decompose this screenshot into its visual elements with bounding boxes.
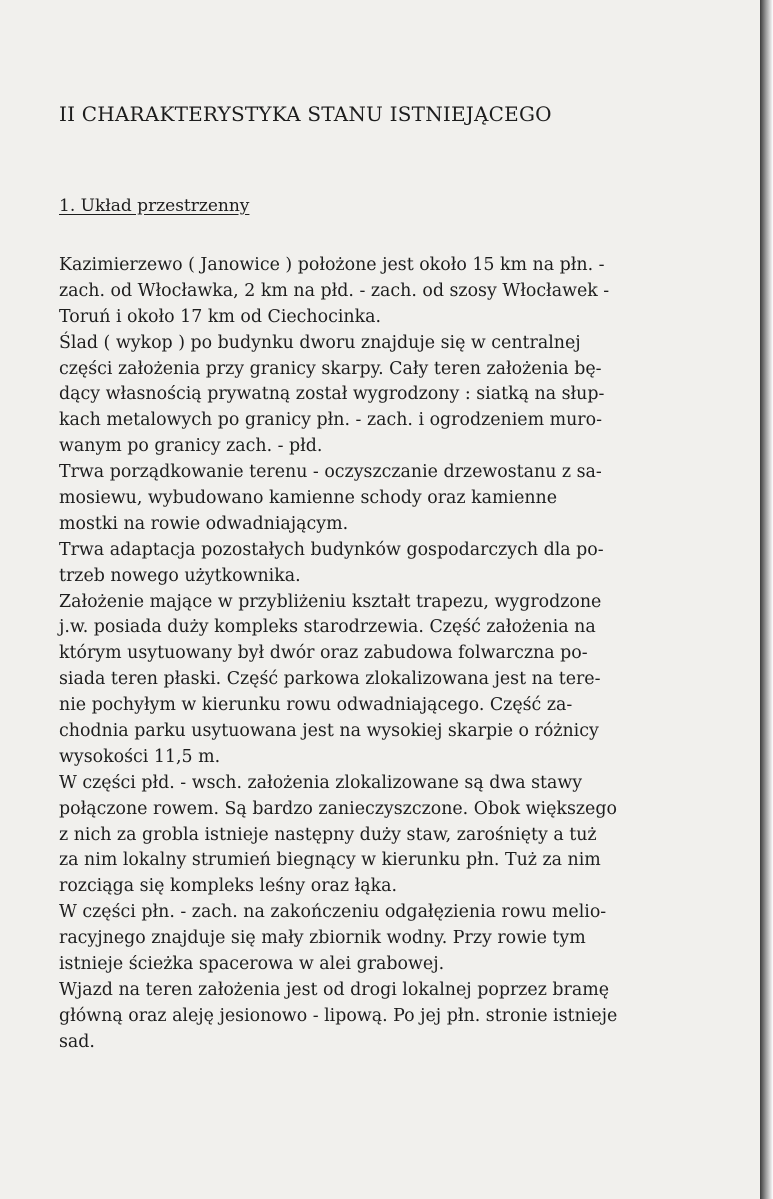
subsection-heading: 1. Układ przestrzenny xyxy=(59,196,250,216)
text-line: główną oraz aleję jesionowo - lipową. Po jej płn. stronie istnieje xyxy=(59,1005,618,1026)
text-line: za nim lokalny strumień biegnący w kierunku płn. Tuż za nim xyxy=(59,850,601,871)
text-line: istnieje ścieżka spacerowa w alei grabowej. xyxy=(59,954,445,975)
section-heading: II CHARAKTERYSTYKA STANU ISTNIEJĄCEGO xyxy=(59,102,552,126)
text-line: trzeb nowego użytkownika. xyxy=(59,565,301,586)
text-line: wanym po granicy zach. - płd. xyxy=(59,436,323,457)
text-line: chodnia parku usytuowana jest na wysokiej skarpie o różnicy xyxy=(59,721,599,742)
text-line: mosiewu, wybudowano kamienne schody oraz kamienne xyxy=(59,488,558,509)
text-line: j.w. posiada duży kompleks starodrzewia. Część założenia na xyxy=(59,617,596,638)
text-line: W części płd. - wsch. założenia zlokalizowane są dwa stawy xyxy=(59,772,583,793)
text-line: rozciąga się kompleks leśny oraz łąka. xyxy=(59,876,398,897)
text-line: siada teren płaski. Część parkowa zlokalizowana jest na tere- xyxy=(59,669,601,690)
text-line: sad. xyxy=(59,1031,95,1052)
text-line: Ślad ( wykop ) po budynku dworu znajduje się w centralnej xyxy=(59,332,581,353)
text-line: W części płn. - zach. na zakończeniu odgałęzienia rowu melio- xyxy=(59,902,607,923)
text-line: Kazimierzewo ( Janowice ) położone jest około 15 km na płn. - xyxy=(59,255,605,275)
text-line: Toruń i około 17 km od Ciechocinka. xyxy=(59,306,382,327)
text-line: dący własnością prywatną został wygrodzony : siatką na słup- xyxy=(59,384,605,405)
text-line: mostki na rowie odwadniającym. xyxy=(59,513,349,534)
text-line: zach. od Włocławka, 2 km na płd. - zach. od szosy Włocławek - xyxy=(59,280,610,301)
text-line: nie pochyłym w kierunku rowu odwadniającego. Część za- xyxy=(59,695,573,716)
text-line: z nich za grobla istnieje następny duży staw, zarośnięty a tuż xyxy=(59,824,597,845)
text-line: racyjnego znajduje się mały zbiornik wodny. Przy rowie tym xyxy=(59,928,586,949)
document-content xyxy=(59,98,689,1052)
text-line: połączone rowem. Są bardzo zanieczyszczone. Obok większego xyxy=(59,798,617,819)
text-line: Założenie mające w przybliżeniu kształt trapezu, wygrodzone xyxy=(59,591,602,612)
text-line: części założenia przy granicy skarpy. Cały teren założenia bę- xyxy=(59,358,602,379)
text-line: Trwa porządkowanie terenu - oczyszczanie drzewostanu z sa- xyxy=(59,462,602,483)
text-line: którym usytuowany był dwór oraz zabudowa folwarczna po- xyxy=(59,643,588,664)
body-text xyxy=(59,253,699,1056)
text-line: Wjazd na teren założenia jest od drogi lokalnej poprzez bramę xyxy=(59,979,610,1000)
text-line: kach metalowych po granicy płn. - zach. i ogrodzeniem muro- xyxy=(59,410,602,431)
scan-edge-shadow xyxy=(760,0,773,1199)
text-line: wysokości 11,5 m. xyxy=(59,746,221,767)
text-line: Trwa adaptacja pozostałych budynków gospodarczych dla po- xyxy=(59,539,604,560)
